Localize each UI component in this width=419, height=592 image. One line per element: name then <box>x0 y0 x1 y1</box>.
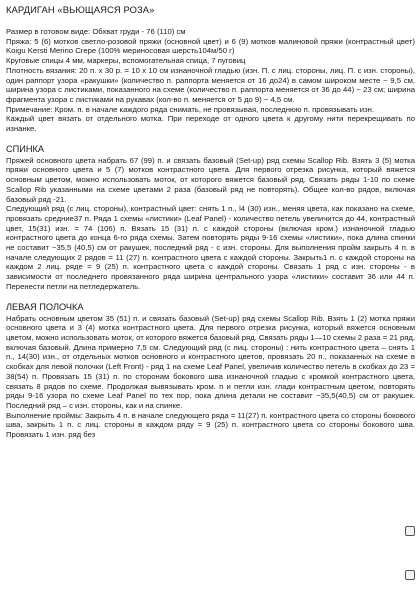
back-paragraph: Пряжей основного цвета набрать 67 (99) п. и связать базовый (Set-up) ряд схемы Scallop Rib. Взять 3 (5) мотка пряжи основного цвета и 5 (7) мотков контрастного цвета. Для первого отрезка рисунка, который вяжется основным цветом, можно использовать моток, от которого вяжется базовый ряд. Связать ряды 1-10 по схеме Scallop Rib указанными на схеме цветами 2 раза (базовый ряд не повторять). Общее кол-во рядов, включая базовый ряд -21. <box>6 155 415 204</box>
section-heading-left-front: ЛЕВАЯ ПОЛОЧКА <box>6 301 84 312</box>
left-front-paragraph: Набрать основным цветом 35 (51) п. и связать базовый (Set-up) ряд схемы Scallop Rib. Взять 1 (2) мотка пряжи основного цвета и 3 (4) мотка контрастного цвета. Для первого отрезка рисунка, который вяжется основным цветом, можно использовать моток, от которого вяжется базовый ряд. Связать ряды 1—10 схемы 2 раза = 21 ряд, включая базовый. Длина примерно 7,5 см. Следующий ряд (с лиц. стороны) : нить контрастного цвета – снять 1 п., 14(30) изн., от отдельных мотков основного и контрастного цветов, провязать 20 п., показанных на схеме в скобках для левой полочки (Left Front) - ряд 1 на схеме Leaf Panel, увеличив количество петель в скобках до 23 = 38(54) п. Провязать 15 (31) п. по сторонам бокового шва изнаночной гладью с кромкой контрастного цвета, связать 8 рядов по схеме. Продолжая вывязывать кром. п и петли изн. глади контрастным цветом, повторять ряды 9-16 узора по схеме Leaf Panel по тех пор, пока длина детали не составит ~35,5(40,5) см от ракушек. Последний ряд – с изн. стороны, как и на спинке. <box>6 313 415 410</box>
needles-info: Круговые спицы 4 мм, маркеры, вспомогательная спица, 7 пуговиц <box>6 56 246 66</box>
finished-size: Размер в готовом виде: Обхват груди - 76 (110) см <box>6 27 186 36</box>
intro-section <box>6 27 415 134</box>
left-front-section <box>6 302 415 440</box>
document-page <box>6 4 415 440</box>
page-marker-icon <box>405 526 415 536</box>
yarn-info: Пряжа: 5 (6) мотков светло-розовой пряжи (основной цвет) и 6 (9) мотков малиновой пряжи (контрастный цвет) Koigu Kersti Merino Crepe (100% мериносовая шерсть104м/50 г) <box>6 36 415 56</box>
note-colors: Каждый цвет вязать от отдельного мотка. При переходе от одного цвета к другому нити перекрещивать по изнанке. <box>6 114 415 134</box>
document-title: КАРДИГАН «ВЬЮЩАЯСЯ РОЗА» <box>6 4 155 15</box>
note-edge-stitch: Примечание: Кром. п. в начале каждого ряда снимать, не провязывая, последнюю п. провязывать изн. <box>6 104 374 114</box>
gauge-info: Плотность вязания: 20 п. х 30 р. = 10 х 10 см изнаночной гладью (изн. П. с лиц. стороны, лиц. П. с изн. стороны), один раппорт узора «ракушки» (количество п. раппорта меняется от 16 до24) в самом широком месте ~ 9,5 см, ширина узора с листиками, показанного на схеме (количество п. раппорта меняется от 36 до 44) ~ 23 см; ширина фрагмента узора с листиками на рукавах (кол-во п. меняется от 5 до 9) ~ 4,5 см. <box>6 65 415 104</box>
back-paragraph: Следующий ряд (с лиц. стороны), контрастный цвет: снять 1 п., l4 (30) изн., меняя цвета, как показано на схеме, провязать средние37 п. Ряда 1 схемы «листики» (Leaf Panel) - количество петель увеличится до 44, контрастный цвет, 15(31) изн. = 74 (106) п. Вязать 15 (31) п. с каждой стороны (включая кром.) изнаночной гладью контрастного цвета до конца 6-го ряда схемы. Затем повторять ряды 9-16 схемы «листики», пока длина спинки не составит ~35,5 (40,5) см от ракушек, последний ряд - с изн. стороны. Для выполнения пройм закрыть 4 п. в начале следующих 2 рядов = 11 (27) п. контрастного цвета с каждой стороны. Закрыть1 п. с каждой стороны на каждом 2 лиц. ряде = 9 (25) п. контрастного цвета с каждой стороны. Связать 1 ряд с изн. стороны - в зависимости от последнего провязанного ряда ширина центрального узора «листики» составит 36 или 44 п. Перенести петли на петледержатель. <box>6 204 415 291</box>
left-front-paragraph: Выполнение проймы: Закрыть 4 п. в начале следующего ряда = 11(27) п. контрастного цвета со стороны бокового шва, закрыть 1 п. с лиц. стороны в каждом ряду = 9 (25) п. контрастного цвета со стороны бокового шва. Провязать 1 изн. ряд без <box>6 410 415 440</box>
page-marker-icon <box>405 570 415 580</box>
section-heading-back: СПИНКА <box>6 143 44 154</box>
back-section <box>6 144 415 292</box>
